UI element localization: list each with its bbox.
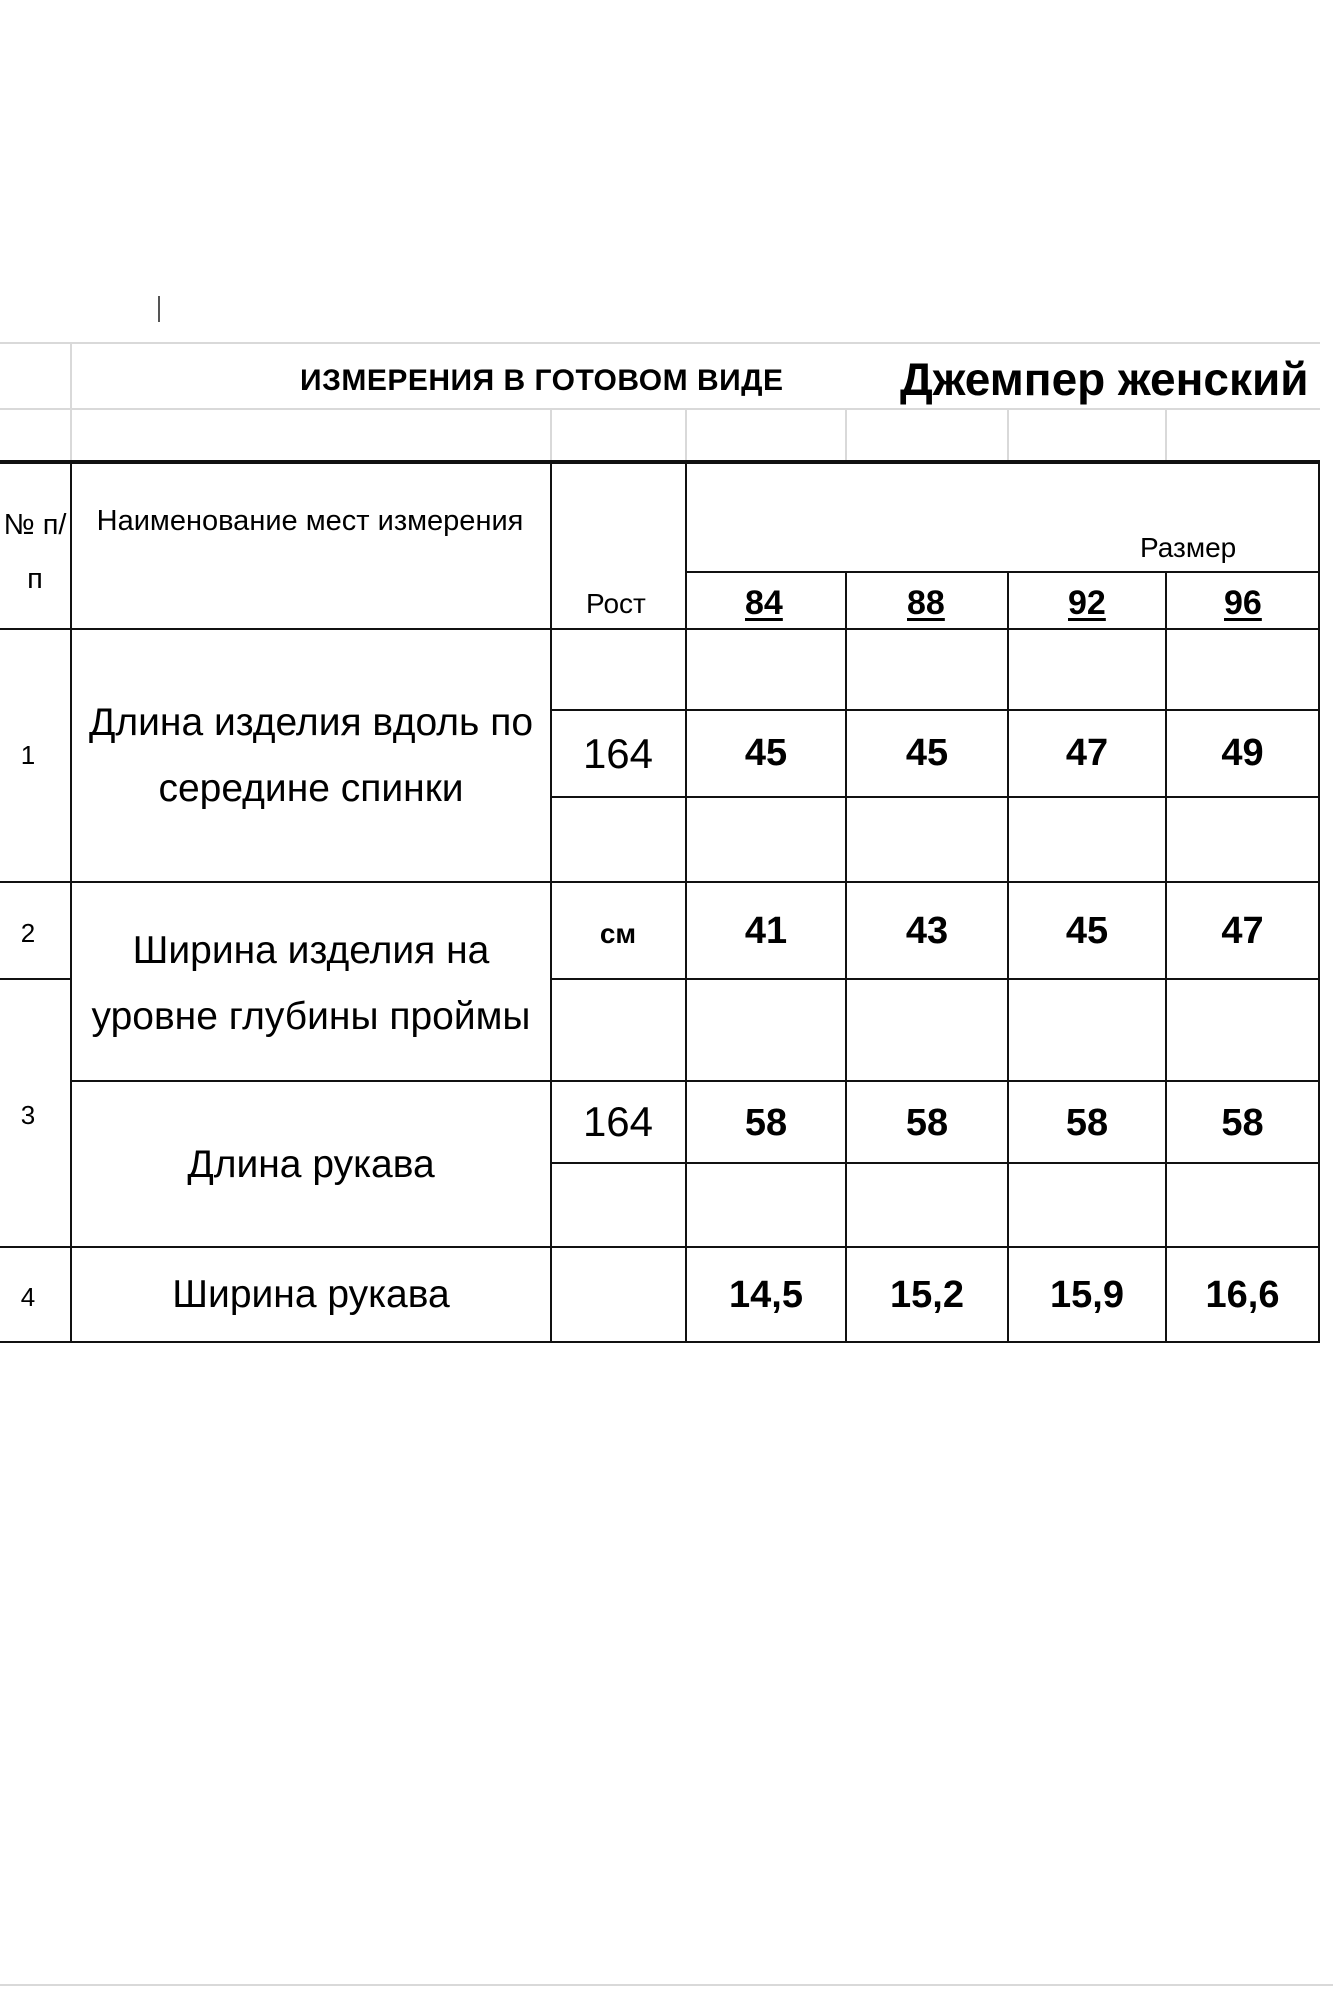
table-line [845,571,847,1343]
header-measurement-name: Наименование мест измерения [96,505,524,537]
size-96: 96 [1224,584,1262,622]
table-line [685,462,687,1343]
table-line [550,978,1320,980]
size-92: 92 [1068,584,1106,622]
row-2-number: 2 [20,918,36,948]
row-3-number: 3 [20,1100,36,1130]
table-line [550,796,1320,798]
table-line [550,462,552,1343]
table-border-bottom [0,1341,1320,1343]
table-line [0,978,70,980]
grid-line [0,408,1320,410]
table-line [1007,571,1009,1343]
row-1-value-96: 49 [1221,732,1264,774]
size-84: 84 [745,584,783,622]
row-1-height: 164 [582,730,654,777]
row-3-value-96: 58 [1221,1102,1264,1144]
row-1-number: 1 [20,740,36,770]
row-1-value-92: 47 [1065,732,1109,774]
header-height: Рост [586,588,646,619]
row-4-value-96: 16,6 [1205,1274,1280,1316]
row-3-value-88: 58 [905,1102,949,1144]
row-4-value-92: 15,9 [1050,1274,1124,1316]
row-4-value-84: 14,5 [729,1274,803,1316]
row-2-value-96: 47 [1221,910,1264,952]
grid-line [685,408,687,462]
row-2-value-84: 41 [744,910,788,952]
grid-line [0,342,1320,344]
table-line [1318,462,1320,1343]
row-4-value-88: 15,2 [890,1274,964,1316]
row-2-name: Ширина изделия на уровне глубины проймы [91,929,531,1038]
product-name: Джемпер женский [900,353,1309,405]
row-3-name: Длина рукава [187,1143,435,1186]
grid-line [70,342,72,462]
table-line [0,628,1320,630]
row-4-number: 4 [20,1282,36,1312]
sheet-heading: ИЗМЕРЕНИЯ В ГОТОВОМ ВИДЕ [300,364,784,397]
row-1-value-84: 45 [744,732,788,774]
grid-line [1007,408,1009,462]
row-2-unit: см [599,918,637,949]
grid-line [845,408,847,462]
grid-line [550,408,552,462]
header-number: № п/п [3,509,67,595]
table-line [1165,571,1167,1343]
row-3-height: 164 [582,1098,654,1145]
row-2-value-88: 43 [905,910,949,952]
size-88: 88 [907,584,945,622]
table-line [550,709,1320,711]
grid-line [0,1984,1333,1986]
table-line [550,1162,1320,1164]
row-1-value-88: 45 [905,732,949,774]
text-cursor [158,296,160,322]
grid-line [1165,408,1167,462]
table-line [70,462,72,1343]
table-line [0,881,1320,883]
row-1-name: Длина изделия вдоль по середине спинки [88,701,534,810]
table-line [70,1080,1320,1082]
header-size: Размер [1140,532,1237,563]
row-4-name: Ширина рукава [172,1273,450,1316]
table-border-top [0,460,1320,464]
table-line [685,571,1320,573]
row-3-value-84: 58 [744,1102,788,1144]
row-2-value-92: 45 [1065,910,1109,952]
table-line [0,1246,1320,1248]
row-3-value-92: 58 [1065,1102,1109,1144]
